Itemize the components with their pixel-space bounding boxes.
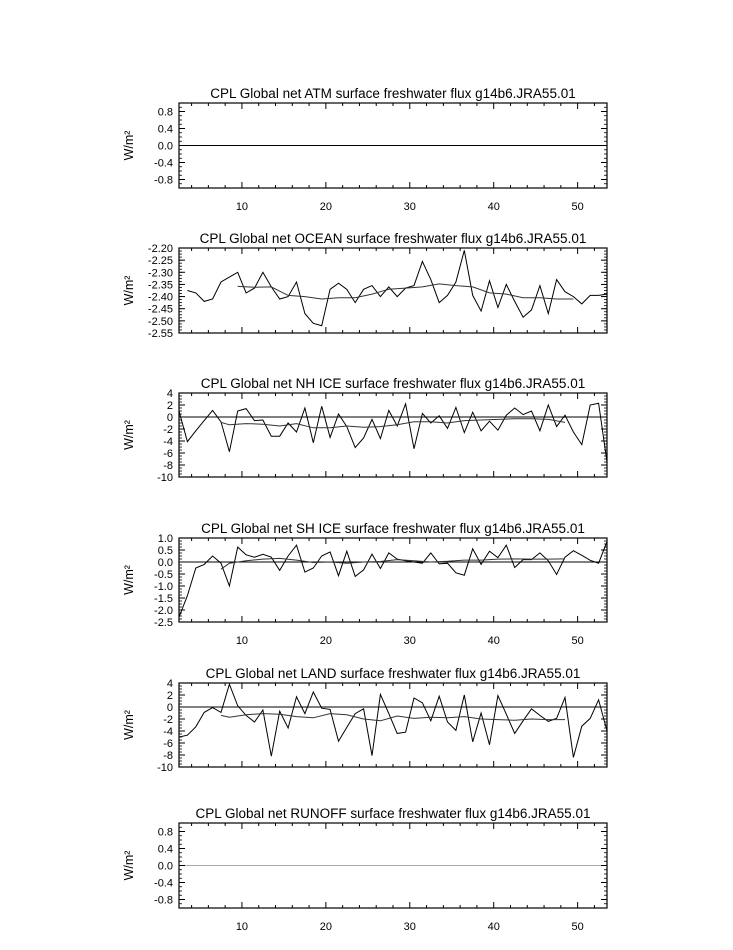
y-tick-label: -4 [163,726,173,738]
y-tick-label: -6 [163,448,173,460]
y-tick-label: -0.4 [154,157,173,170]
series-line-running-mean [221,419,565,428]
x-tick-label: 40 [487,635,500,647]
plot-frame [179,538,607,622]
y-tick-label: 0 [166,702,173,714]
y-axis-label: W/m² [122,710,136,740]
y-tick-label: -2.5 [154,617,173,629]
x-tick-label: 30 [403,201,416,213]
y-tick-label: 0.0 [157,860,173,873]
panel-4 [122,521,607,647]
y-tick-label: -2 [163,424,173,436]
y-tick-label: -2.25 [147,255,173,268]
x-tick-label: 20 [319,201,332,213]
series-line-annual [187,250,607,325]
panel-title: CPL Global net NH ICE surface freshwater flux g14b6.JRA55.01 [200,376,586,391]
y-tick-label: -10 [157,762,173,774]
x-tick-label: 50 [571,635,584,647]
x-tick-label: 50 [571,201,584,213]
y-tick-label: 4 [166,388,173,400]
y-axis-label: W/m² [122,130,136,161]
y-tick-label: -0.8 [154,894,173,907]
y-tick-label: -10 [157,472,173,484]
y-tick-label: 4 [166,678,173,690]
x-tick-label: 10 [235,635,249,647]
series-line-running-mean [221,714,565,721]
y-tick-label: -2.55 [147,328,173,340]
y-tick-label: -2.45 [147,303,173,316]
y-tick-label: 2 [166,400,173,412]
series-line-annual [179,542,607,618]
panel-1 [122,86,607,213]
series-line-annual [179,403,607,462]
panel-2 [122,231,607,340]
y-tick-label: -2.35 [147,279,173,292]
y-tick-label: -1.5 [154,593,173,605]
series-line-annual [179,684,607,757]
y-tick-label: -0.4 [154,877,173,890]
y-tick-label: 0.5 [157,545,173,557]
y-axis-label: W/m² [122,850,136,881]
y-tick-label: 0.0 [157,140,173,153]
y-tick-label: -2.40 [147,291,173,304]
y-tick-label: 2 [166,690,173,702]
y-tick-label: -4 [163,436,173,448]
y-tick-label: -8 [163,460,173,472]
y-tick-label: -2.20 [147,243,173,255]
panel-5 [122,666,607,774]
x-tick-label: 20 [319,921,332,933]
y-tick-label: -2.0 [154,605,173,617]
y-tick-label: -6 [163,738,173,750]
panel-title: CPL Global net OCEAN surface freshwater flux g14b6.JRA55.01 [199,231,587,246]
y-tick-label: 0.4 [157,843,173,856]
y-axis-label: W/m² [122,275,136,306]
plot-frame [179,683,607,767]
y-axis-label: W/m² [122,420,136,450]
y-tick-label: -2.50 [147,315,173,328]
x-tick-label: 30 [403,635,416,647]
x-tick-label: 30 [403,921,416,933]
y-tick-label: -0.5 [154,569,173,581]
panel-title: CPL Global net ATM surface freshwater flux g14b6.JRA55.01 [210,86,576,101]
panel-title: CPL Global net RUNOFF surface freshwater flux g14b6.JRA55.01 [195,806,591,821]
y-tick-label: -1.0 [154,581,173,593]
panel-title: CPL Global net LAND surface freshwater flux g14b6.JRA55.01 [205,666,581,681]
x-tick-label: 20 [319,635,332,647]
y-tick-label: 0 [166,412,173,424]
y-tick-label: -8 [163,750,173,762]
x-tick-label: 40 [487,201,500,213]
y-tick-label: 0.8 [157,106,173,119]
panel-title: CPL Global net SH ICE surface freshwater flux g14b6.JRA55.01 [201,521,585,536]
plot-frame [179,248,607,333]
y-tick-label: -2 [163,714,173,726]
y-tick-label: 1.0 [157,533,173,545]
x-tick-label: 50 [571,921,584,933]
y-tick-label: 0.8 [157,826,173,839]
y-tick-label: -0.8 [154,174,173,187]
y-tick-label: 0.4 [157,123,173,136]
panel-6 [122,806,607,933]
plot-frame [179,393,607,477]
y-tick-label: -2.30 [147,267,173,280]
x-tick-label: 40 [487,921,500,933]
x-tick-label: 10 [235,921,249,933]
panel-3 [122,376,607,484]
x-tick-label: 10 [235,201,249,213]
y-axis-label: W/m² [122,565,136,595]
y-tick-label: 0.0 [157,557,173,569]
